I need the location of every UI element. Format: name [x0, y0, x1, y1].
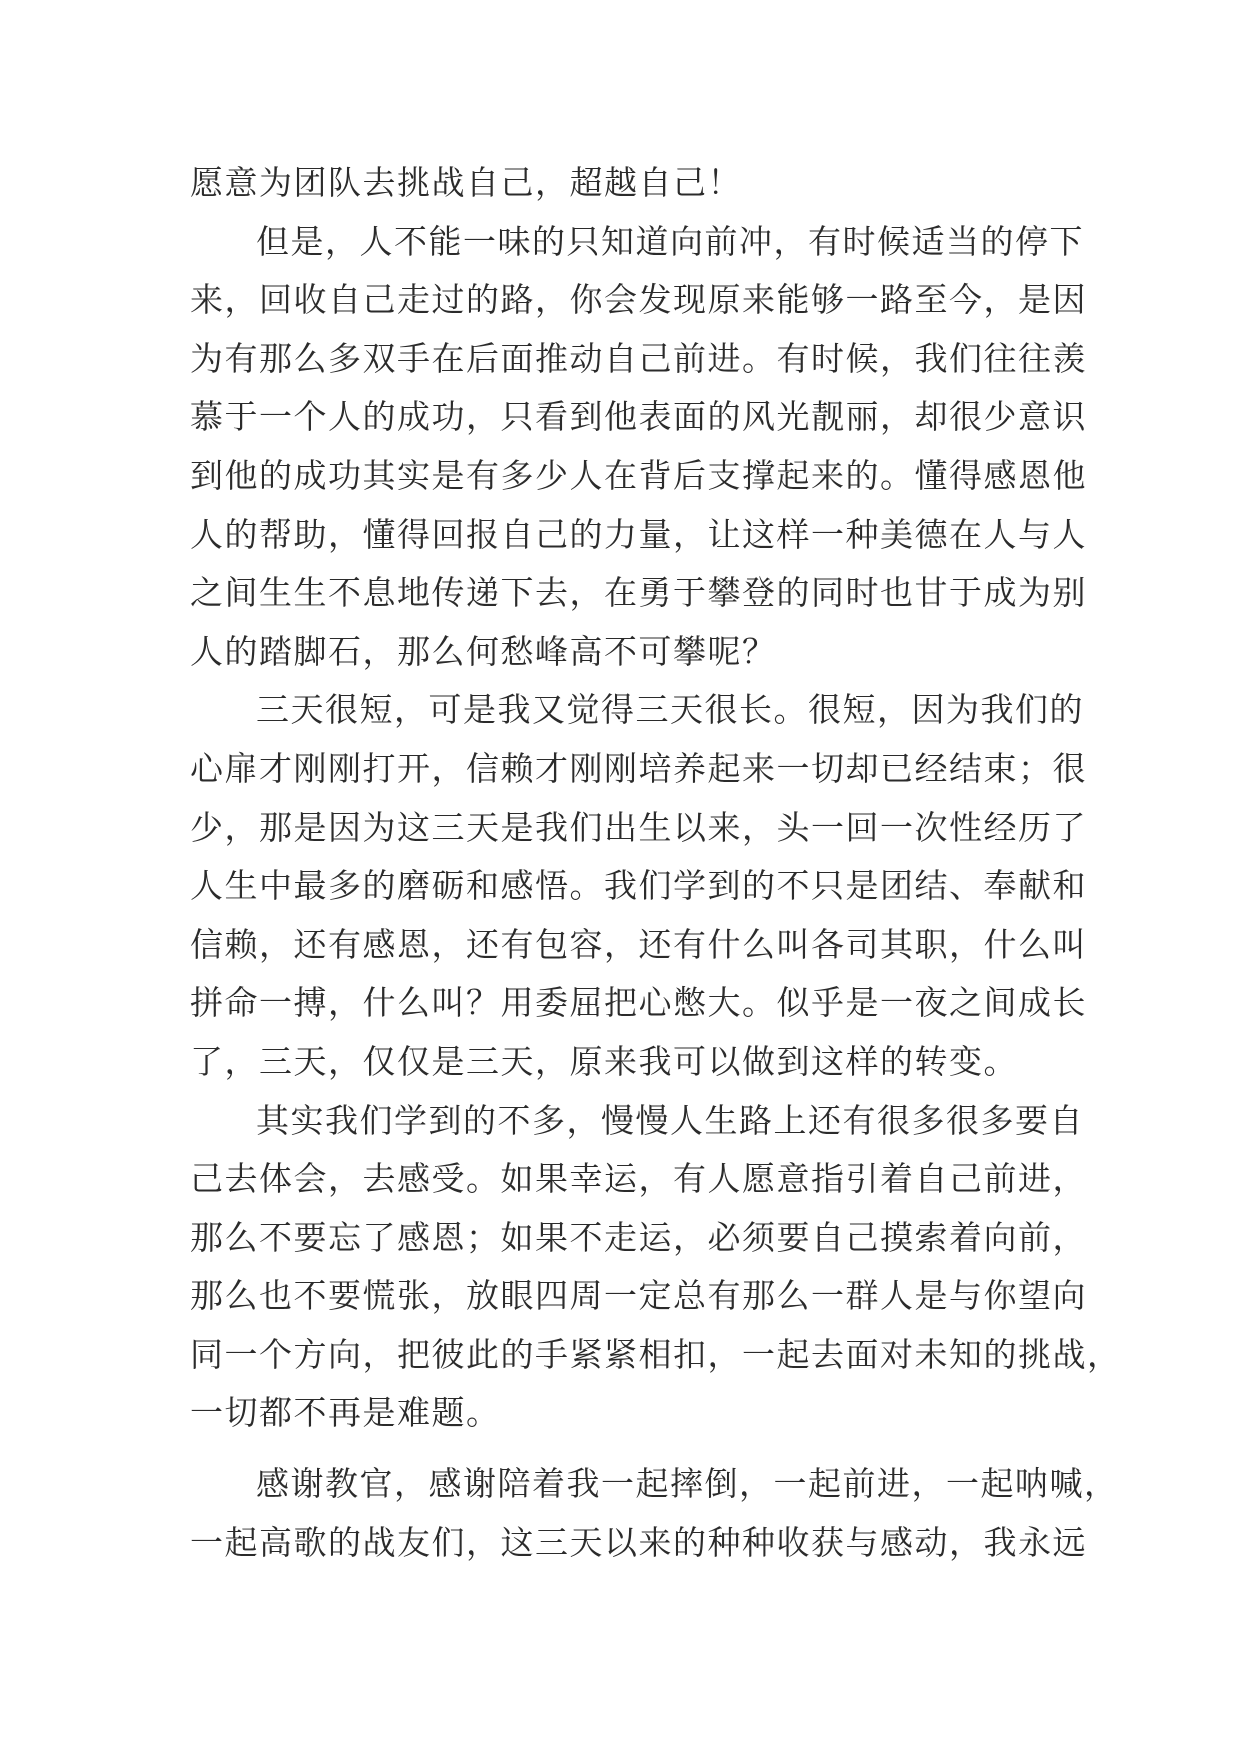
- text-line: 一切都不再是难题。: [190, 1393, 501, 1433]
- text-line: 心扉才刚刚打开，信赖才刚刚培养起来一切却已经结束；很: [190, 748, 1087, 788]
- text-line: 到他的成功其实是有多少人在背后支撑起来的。懂得感恩他: [190, 455, 1087, 495]
- text-line: 同一个方向，把彼此的手紧紧相扣，一起去面对未知的挑战，: [190, 1334, 1122, 1374]
- text-line: 之间生生不息地传递下去，在勇于攀登的同时也甘于成为别: [190, 573, 1087, 613]
- text-line: 为有那么多双手在后面推动自己前进。有时候，我们往往羡: [190, 338, 1087, 378]
- text-line: 少，那是因为这三天是我们出生以来，头一回一次性经历了: [190, 807, 1087, 847]
- paragraph-first-line: 感谢教官，感谢陪着我一起摔倒，一起前进，一起呐喊，: [256, 1464, 1119, 1504]
- text-line: 拼命一搏，什么叫？用委屈把心憋大。似乎是一夜之间成长: [190, 983, 1087, 1023]
- text-line: 人的踏脚石，那么何愁峰高不可攀呢？: [190, 631, 777, 671]
- text-line: 慕于一个人的成功，只看到他表面的风光靓丽，却很少意识: [190, 397, 1087, 437]
- text-line: 一起高歌的战友们，这三天以来的种种收获与感动，我永远: [190, 1522, 1087, 1562]
- text-line: 那么不要忘了感恩；如果不走运，必须要自己摸索着向前，: [190, 1217, 1087, 1257]
- text-line: 了，三天，仅仅是三天，原来我可以做到这样的转变。: [190, 1041, 1018, 1081]
- paragraph-first-line: 三天很短，可是我又觉得三天很长。很短，因为我们的: [256, 690, 1084, 730]
- text-line: 人的帮助，懂得回报自己的力量，让这样一种美德在人与人: [190, 514, 1087, 554]
- text-line: 来，回收自己走过的路，你会发现原来能够一路至今，是因: [190, 280, 1087, 320]
- text-line: 愿意为团队去挑战自己，超越自己！: [190, 163, 742, 202]
- text-line: 信赖，还有感恩，还有包容，还有什么叫各司其职，什么叫: [190, 924, 1087, 964]
- body-text: [190, 154, 1122, 1572]
- text-line: 那么也不要慌张，放眼四周一定总有那么一群人是与你望向: [190, 1276, 1087, 1316]
- text-line: 己去体会，去感受。如果幸运，有人愿意指引着自己前进，: [190, 1159, 1087, 1199]
- paragraph-first-line: 但是，人不能一味的只知道向前冲，有时候适当的停下: [256, 221, 1084, 261]
- paragraph-first-line: 其实我们学到的不多，慢慢人生路上还有很多很多要自: [256, 1100, 1084, 1140]
- text-line: 人生中最多的磨砺和感悟。我们学到的不只是团结、奉献和: [190, 866, 1087, 906]
